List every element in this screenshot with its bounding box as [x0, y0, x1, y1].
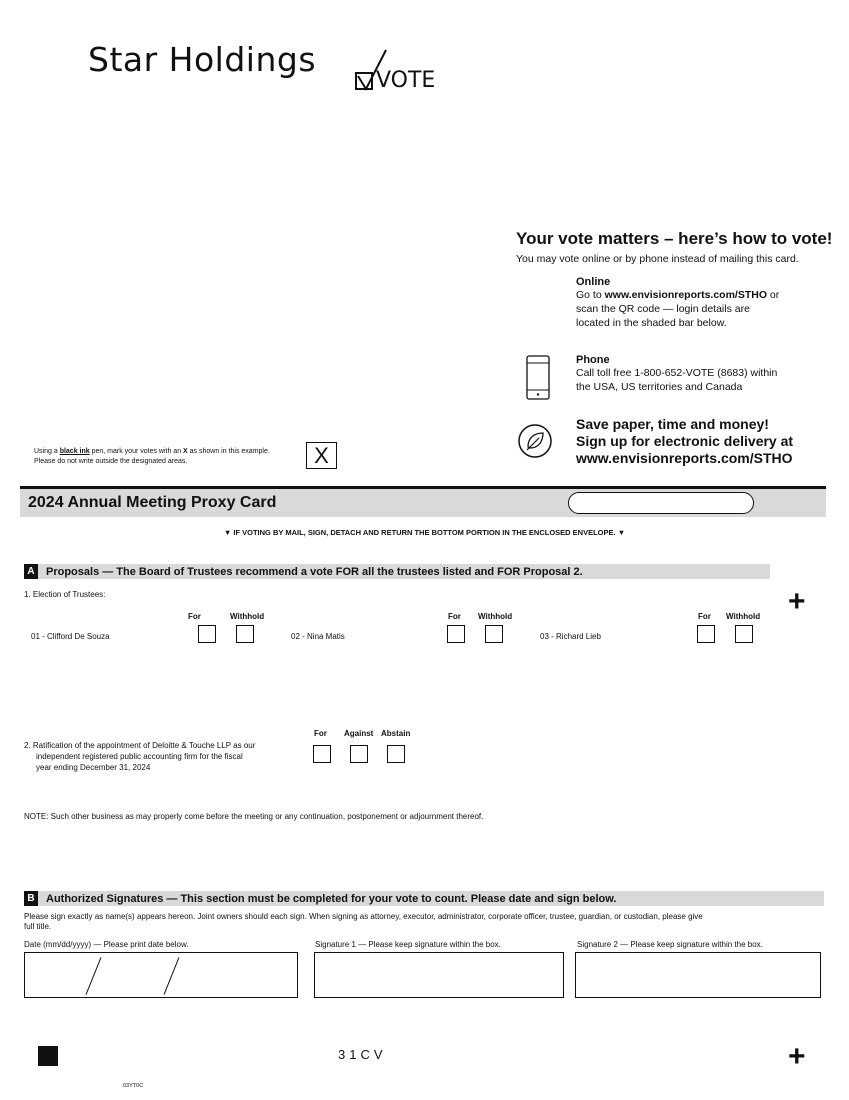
online-line3: located in the shaded bar below. — [576, 317, 727, 329]
online-section — [576, 276, 779, 330]
paperless-section — [576, 416, 793, 467]
date-separator-2 — [164, 957, 180, 994]
registration-square — [38, 1046, 58, 1066]
inst-middle: pen, mark your votes with an — [89, 448, 184, 455]
howto-subline: You may vote online or by phone instead of mailing this card. — [516, 253, 799, 265]
col-withhold-1: Withhold — [230, 612, 265, 621]
online-line1 — [576, 288, 779, 302]
signature-2-label: Signature 2 — Please keep signature within the box. — [577, 940, 763, 949]
vote-logo — [354, 48, 434, 94]
online-line2: scan the QR code — login details are — [576, 303, 750, 315]
paperless-line2: Sign up for electronic delivery at — [576, 433, 794, 449]
col-against-p2: Against — [344, 729, 374, 738]
vote-logo-text: VOTE — [376, 68, 436, 93]
trustee-2-for-checkbox[interactable] — [447, 625, 465, 643]
paperless-line1: Save paper, time and money! — [576, 416, 769, 432]
signature-1-label: Signature 1 — Please keep signature within the box. — [315, 940, 501, 949]
marking-instructions — [34, 447, 270, 467]
col-for-1: For — [188, 612, 201, 621]
phone-line2: the USA, US territories and Canada — [576, 381, 743, 393]
proxy-card-bar — [20, 486, 826, 517]
trustee-2-name: 02 - Nina Matis — [291, 632, 345, 641]
online-line1-suffix: or — [767, 289, 780, 301]
instruction-line2: Please do not write outside the designated areas. — [34, 458, 188, 465]
col-for-2: For — [448, 612, 461, 621]
inst-ink: black ink — [59, 448, 90, 455]
inst-x: X — [183, 448, 188, 455]
trustee-3-for-checkbox[interactable] — [697, 625, 715, 643]
online-title: Online — [576, 276, 611, 288]
section-b-title: Authorized Signatures — This section must be completed for your vote to count. Please date and sign below. — [46, 893, 617, 905]
proposal-2-text — [24, 740, 255, 773]
col-for-p2: For — [314, 729, 327, 738]
note-text: NOTE: Such other business as may properly come before the meeting or any continuation, postponement or adjournment thereof. — [24, 812, 484, 821]
small-code: 03YT0C — [123, 1083, 144, 1089]
phone-icon — [526, 355, 550, 405]
sig-desc-line1: Please sign exactly as name(s) appears hereon. Joint owners should each sign. When signing as attorney, executor, administrator, corporate officer, trustee, guardian, or custodian, please give — [24, 912, 703, 921]
trustee-2-withhold-checkbox[interactable] — [485, 625, 503, 643]
control-number-field[interactable] — [568, 492, 754, 514]
trustee-3-name: 03 - Richard Lieb — [540, 632, 601, 641]
date-label: Date (mm/dd/yyyy) — Please print date below. — [24, 940, 189, 949]
phone-title: Phone — [576, 354, 610, 366]
phone-section — [576, 354, 777, 394]
proposal-2-line3: year ending December 31, 2024 — [36, 763, 151, 772]
inst-suffix: as shown in this example. — [187, 448, 270, 455]
section-a-header — [24, 564, 770, 579]
signature-instructions — [24, 912, 830, 932]
section-a-letter: A — [24, 564, 38, 579]
proposal-2-for-checkbox[interactable] — [313, 745, 331, 763]
trustee-3-withhold-checkbox[interactable] — [735, 625, 753, 643]
howto-headline: Your vote matters – here’s how to vote! — [516, 229, 833, 248]
brand-name: Star Holdings — [88, 40, 317, 79]
section-a-title: Proposals — The Board of Trustees recommend a vote FOR all the trustees listed and FOR Proposal 2. — [46, 566, 583, 578]
signature-1-field[interactable] — [314, 952, 564, 998]
proposal-2-line1: 2. Ratification of the appointment of Deloitte & Touche LLP as our — [24, 741, 256, 750]
plus-mark-bottom: + — [788, 1040, 806, 1073]
instruction-line1 — [34, 447, 270, 457]
card-title: 2024 Annual Meeting Proxy Card — [28, 494, 277, 511]
proposal-2-line2: independent registered public accounting firm for the fiscal — [36, 752, 243, 761]
plus-mark-top: + — [788, 585, 806, 618]
leaf-icon — [517, 423, 553, 464]
phone-line1: Call toll free 1-800-652-VOTE (8683) within — [576, 367, 778, 379]
col-withhold-2: Withhold — [478, 612, 513, 621]
form-code: 31CV — [338, 1047, 387, 1062]
col-withhold-3: Withhold — [726, 612, 761, 621]
signature-2-field[interactable] — [575, 952, 821, 998]
date-field[interactable] — [24, 952, 298, 998]
online-url-link[interactable]: www.envisionreports.com/STHO — [604, 289, 768, 301]
election-label: 1. Election of Trustees: — [24, 590, 106, 599]
section-b-header — [24, 891, 824, 906]
paperless-link[interactable]: www.envisionreports.com/STHO — [576, 450, 793, 466]
proposal-2-abstain-checkbox[interactable] — [387, 745, 405, 763]
inst-prefix: Using a — [34, 448, 60, 455]
trustee-1-withhold-checkbox[interactable] — [236, 625, 254, 643]
date-separator-1 — [86, 957, 102, 994]
proposal-2-against-checkbox[interactable] — [350, 745, 368, 763]
detach-instruction: ▼ IF VOTING BY MAIL, SIGN, DETACH AND RETURN THE BOTTOM PORTION IN THE ENCLOSED ENVELOPE. ▼ — [223, 528, 626, 537]
trustee-1-for-checkbox[interactable] — [198, 625, 216, 643]
sig-desc-line2: full title. — [24, 922, 52, 931]
col-abstain-p2: Abstain — [381, 729, 411, 738]
online-line1-prefix: Go to — [576, 289, 605, 301]
example-mark-box: X — [306, 442, 337, 469]
trustee-1-name: 01 - Clifford De Souza — [31, 632, 110, 641]
section-b-letter: B — [24, 891, 38, 906]
col-for-3: For — [698, 612, 711, 621]
